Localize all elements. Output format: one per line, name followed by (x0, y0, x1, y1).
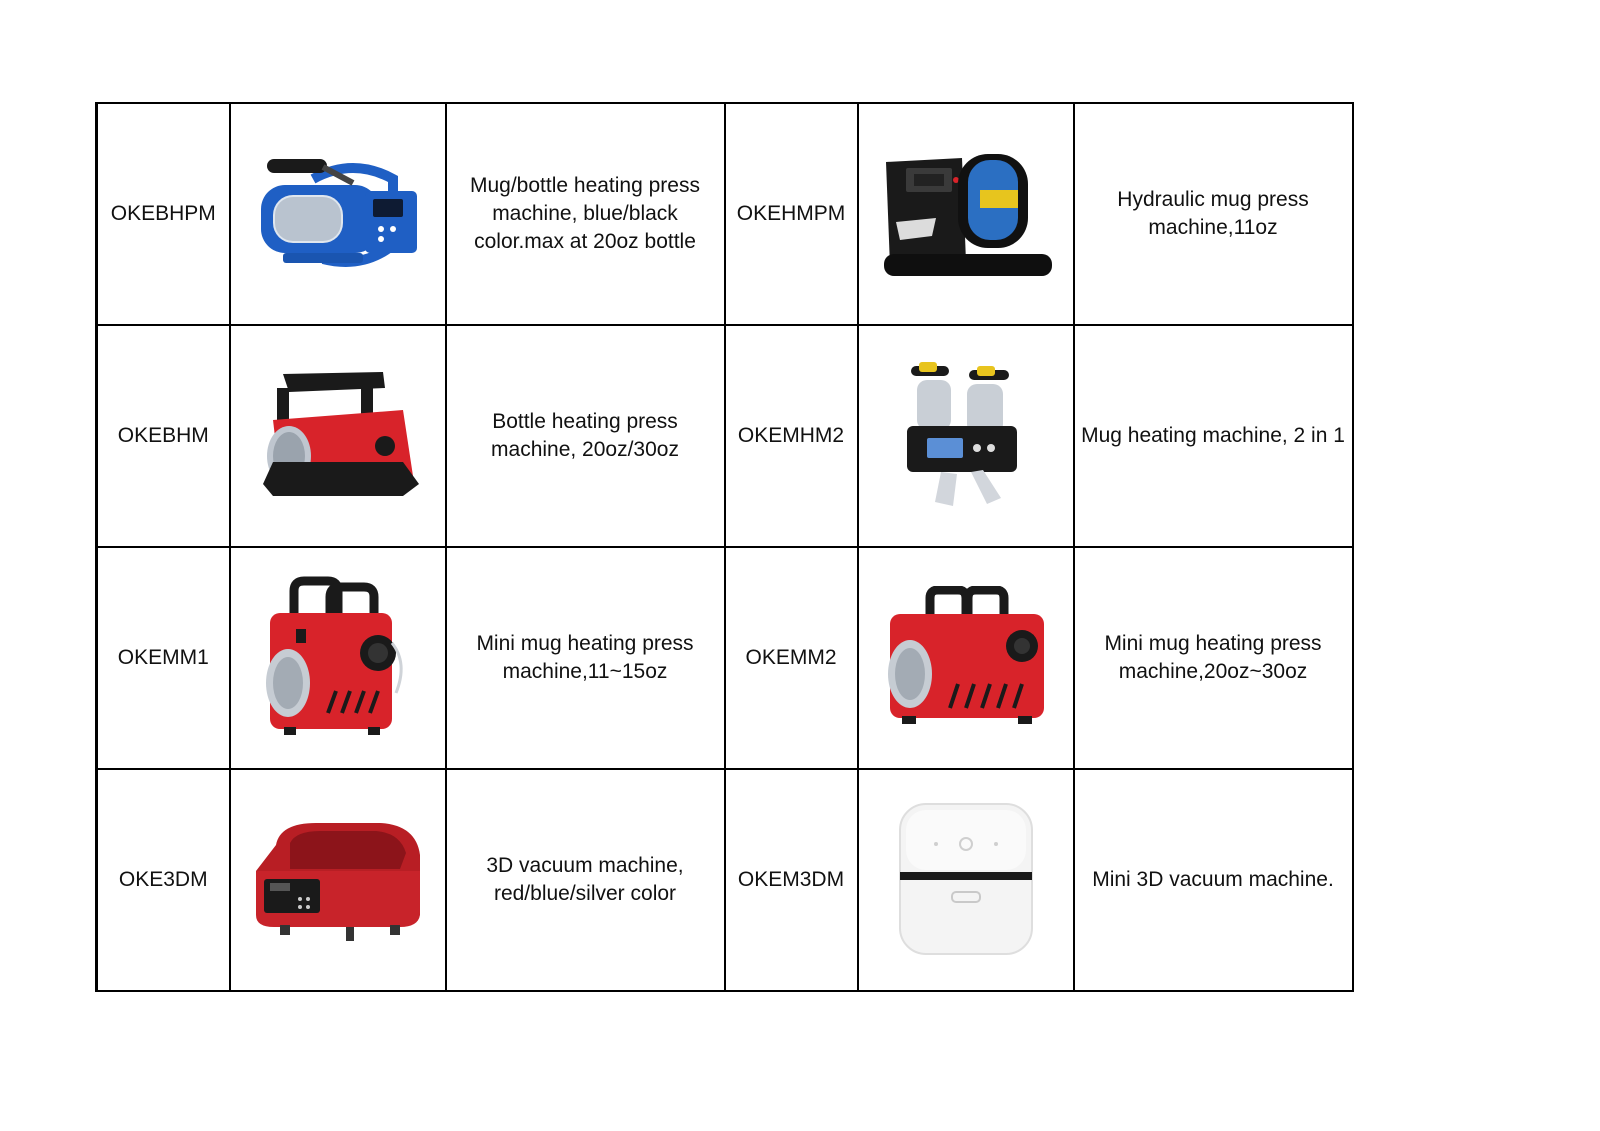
product-description: Hydraulic mug press machine,11oz (1117, 188, 1309, 239)
product-code-cell (725, 325, 858, 547)
red-mini-mug-press-large-image (880, 586, 1052, 731)
product-code: OKE3DM (118, 868, 208, 891)
product-code: OKEM3DM (737, 868, 845, 891)
product-description-cell (1074, 769, 1353, 991)
table-row (97, 103, 1353, 325)
product-description-cell (446, 769, 725, 991)
product-code-cell (97, 103, 230, 325)
red-bottle-press-image (253, 366, 423, 506)
white-mini-3d-vacuum-machine-image (896, 800, 1036, 960)
table-row (97, 547, 1353, 769)
product-description: Mug/bottle heating press machine, blue/black color.max at 20oz bottle (470, 174, 700, 253)
product-description-cell (446, 103, 725, 325)
product-code-cell (725, 103, 858, 325)
product-description: Mini mug heating press machine,11~15oz (476, 632, 694, 683)
product-image-cell (858, 325, 1074, 547)
product-code-cell (97, 547, 230, 769)
product-image-cell (230, 769, 446, 991)
table-row (97, 325, 1353, 547)
double-mug-press-image (891, 356, 1041, 516)
black-hydraulic-mug-press-image (876, 144, 1056, 284)
product-code: OKEMM1 (117, 646, 209, 669)
product-description: Mini 3D vacuum machine. (1092, 868, 1334, 891)
product-code: OKEBHPM (110, 202, 216, 225)
product-image-cell (858, 103, 1074, 325)
product-code-cell (97, 325, 230, 547)
product-image-cell (858, 547, 1074, 769)
product-table (95, 102, 1354, 992)
product-code-cell (97, 769, 230, 991)
product-description-cell (1074, 103, 1353, 325)
product-description-cell (1074, 547, 1353, 769)
product-description-cell (446, 547, 725, 769)
product-description: Mini mug heating press machine,20oz~30oz (1104, 632, 1322, 683)
blue-mug-bottle-press-image (253, 149, 423, 279)
product-code: OKEBHM (117, 424, 209, 447)
product-code: OKEMM2 (745, 646, 837, 669)
product-image-cell (858, 769, 1074, 991)
red-mini-mug-press-image (258, 573, 418, 743)
product-image-cell (230, 547, 446, 769)
product-description: 3D vacuum machine, red/blue/silver color (486, 854, 684, 905)
product-description: Mug heating machine, 2 in 1 (1081, 424, 1345, 447)
product-description-cell (446, 325, 725, 547)
product-code-cell (725, 769, 858, 991)
product-code-cell (725, 547, 858, 769)
red-3d-vacuum-machine-image (250, 815, 426, 945)
product-image-cell (230, 325, 446, 547)
table-row (97, 769, 1353, 991)
product-description: Bottle heating press machine, 20oz/30oz (491, 410, 679, 461)
product-code: OKEMHM2 (737, 424, 845, 447)
product-description-cell (1074, 325, 1353, 547)
product-code: OKEHMPM (736, 202, 846, 225)
product-image-cell (230, 103, 446, 325)
